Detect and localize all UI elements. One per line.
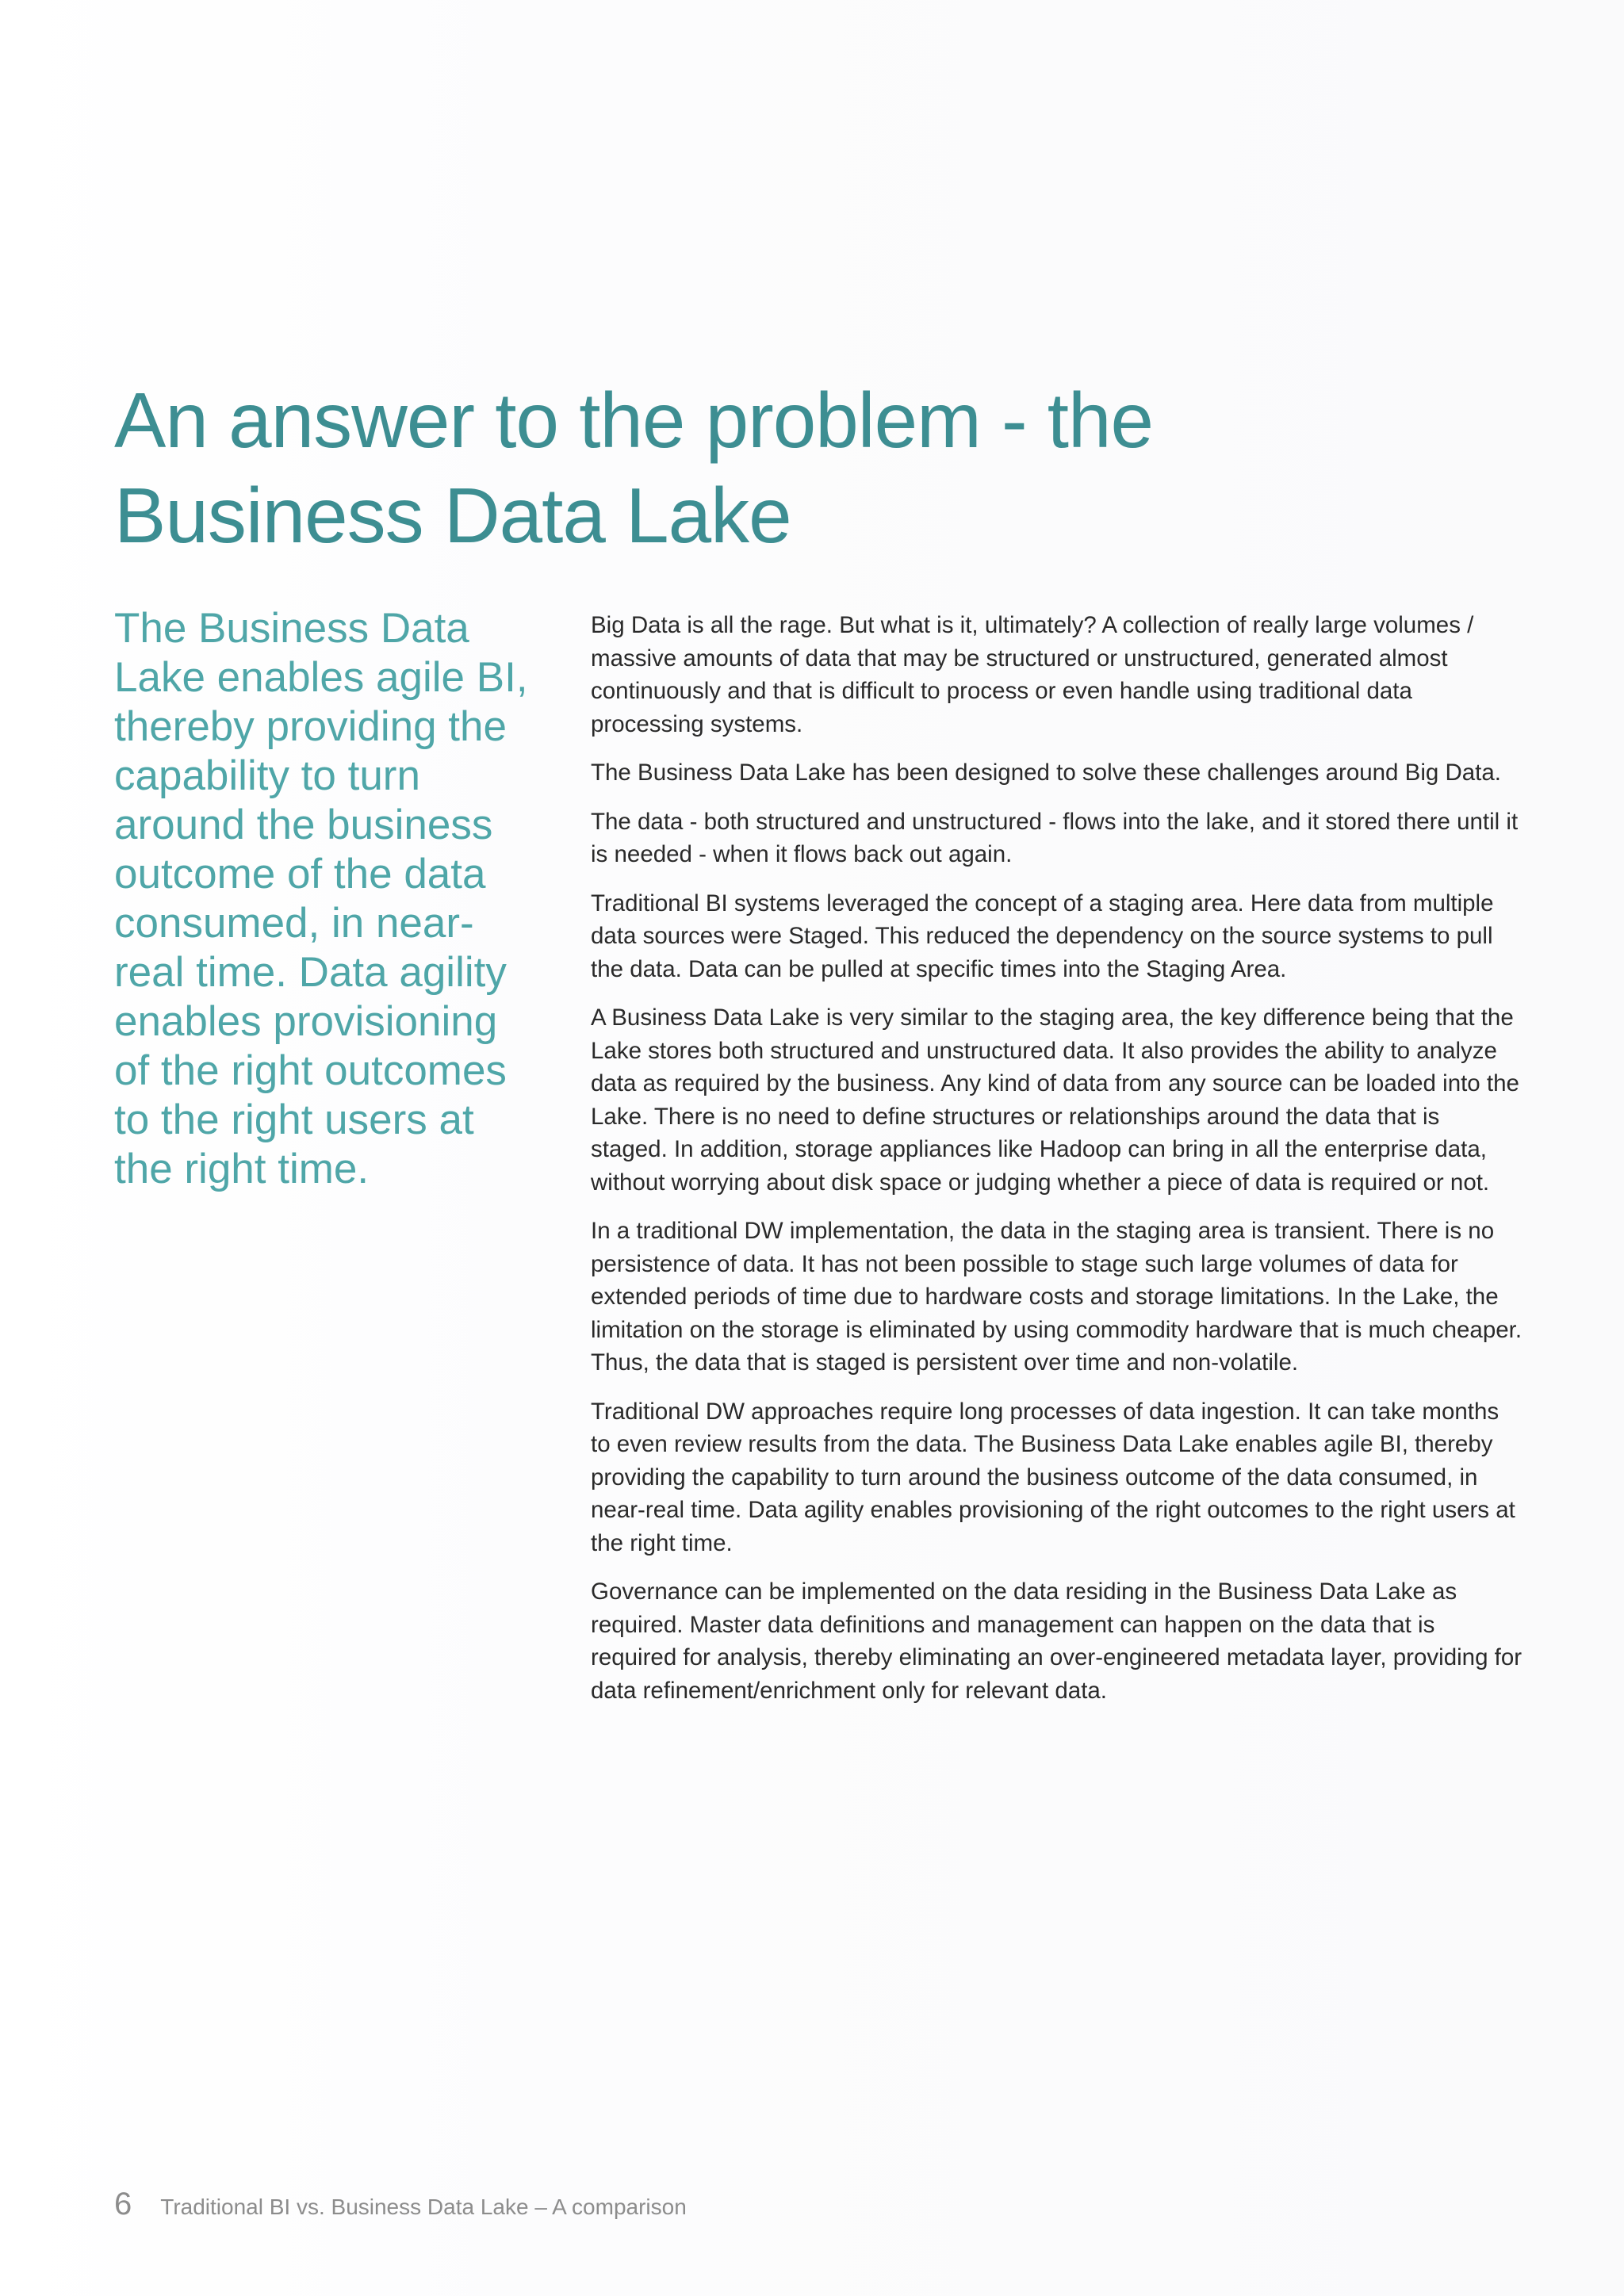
page-number: 6 (114, 2187, 132, 2221)
body-paragraph: In a traditional DW implementation, the data in the staging area is transient. There is no persistence of data. It has not been possible to stage such large volumes of data for extended periods of time due to hardware costs and storage limitations. In the Lake, the limitation on the storage is eliminated by using commodity hardware that is much cheaper. Thus, the data that is staged is persistent over time and non-volatile. (591, 1218, 1522, 1376)
body-paragraph: Traditional DW approaches require long processes of data ingestion. It can take months to even review results from the data. The Business Data Lake enables agile BI, thereby providing the capability to turn around the business outcome of the data consumed, in near-real time. Data agility enables provisioning of the right outcomes to the right users at the right time. (591, 1398, 1515, 1556)
body-text-column (591, 609, 1522, 1723)
pull-quote: The Business Data Lake enables agile BI, thereby providing the capability to turn around the business outcome of the data consumed, in near-real time. Data agility enables provisioning of the right outcomes to the right users at the right time. (114, 605, 528, 1192)
body-paragraph: The data - both structured and unstructured - flows into the lake, and it stored there until it is needed - when it flows back out again. (591, 808, 1519, 867)
body-paragraph: Traditional BI systems leveraged the concept of a staging area. Here data from multiple data sources were Staged. This reduced the dependency on the source systems to pull the data. Data can be pulled at specific times into the Staging Area. (591, 890, 1494, 982)
page-title: An answer to the problem - the Business Data Lake (114, 377, 1154, 559)
body-paragraph: Governance can be implemented on the data residing in the Business Data Lake as required. Master data definitions and management can happen on the data that is required for analysis, thereby eliminating an over-engineered metadata layer, providing for data refinement/enrichment only for relevant data. (591, 1578, 1522, 1704)
body-paragraph: Big Data is all the rage. But what is it, ultimately? A collection of really large volumes / massive amounts of data that may be structured or unstructured, generated almost continuously and that is difficult to process or even handle using traditional data processing systems. (591, 612, 1474, 737)
body-paragraph: A Business Data Lake is very similar to the staging area, the key difference being that the Lake stores both structured and unstructured data. It also provides the ability to analyze data as required by the business. Any kind of data from any source can be loaded into the Lake. There is no need to define structures or relationships around the data that is staged. In addition, storage appliances like Hadoop can bring in all the enterprise data, without worrying about disk space or judging whether a piece of data is required or not. (591, 1004, 1519, 1196)
footer-document-title: Traditional BI vs. Business Data Lake – A comparison (160, 2195, 687, 2219)
page-footer (114, 2187, 687, 2222)
body-paragraph: The Business Data Lake has been designed to solve these challenges around Big Data. (591, 760, 1501, 786)
